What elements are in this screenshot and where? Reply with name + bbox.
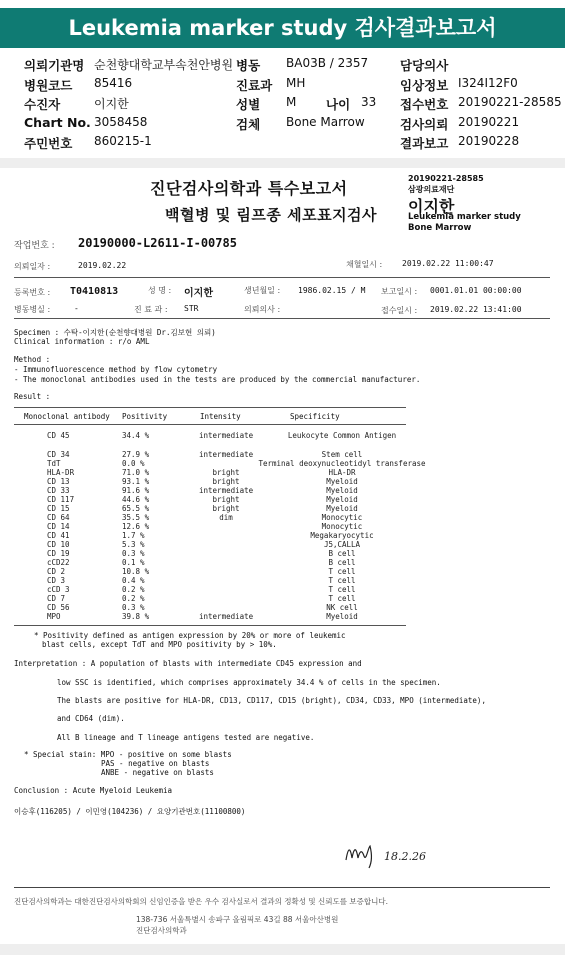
specificity-cell: J5,CALLA (323, 540, 361, 549)
table-row (0, 558, 565, 567)
field-label: 결과보고 (400, 136, 449, 151)
positivity-cell: 34.4 % (122, 431, 150, 440)
intensity-cell: dim (219, 513, 233, 522)
dept-label: 진 료 과 : (134, 305, 168, 314)
table-row (0, 612, 565, 621)
result-title: Result : (14, 392, 51, 401)
footnote: * Positivity defined as antigen expression by 20% or more of leukemic (34, 631, 346, 640)
specificity-cell: Myeloid (326, 612, 358, 621)
table-row (0, 540, 565, 549)
footer-address: 138-736 서울특별시 송파구 올림픽로 43길 88 서울아산병원 (136, 915, 339, 924)
intensity-cell: bright (212, 477, 240, 486)
report-title: 진단검사의학과 특수보고서 (150, 179, 348, 198)
specificity-cell: B cell (328, 549, 356, 558)
divider (14, 277, 550, 278)
signature-date: 18.2.26 (384, 850, 426, 863)
birth-label: 생년월일 : (244, 286, 281, 295)
field-label: 병동 (236, 58, 261, 73)
antibody-cell: CD 7 (47, 594, 66, 603)
specificity-cell: T cell (328, 585, 356, 594)
specificity-cell: NK cell (326, 603, 358, 612)
field-label: Chart No. (24, 115, 91, 130)
antibody-cell: CD 13 (47, 477, 70, 486)
field-value: I324I12F0 (458, 76, 518, 90)
positivity-cell: 12.6 % (122, 522, 150, 531)
table-row (0, 504, 565, 513)
specificity-cell: Terminal deoxynucleotidyl transferase (258, 459, 426, 468)
stamp-accession: 20190221-28585 (408, 174, 484, 183)
antibody-cell: CD 19 (47, 549, 70, 558)
special-stain-line: * Special stain: MPO - positive on some blasts (24, 750, 232, 759)
interpretation-line: Interpretation : A population of blasts with intermediate CD45 expression and (14, 659, 362, 668)
intensity-cell: bright (212, 468, 240, 477)
field-value: 33 (361, 95, 377, 109)
antibody-cell: CD 64 (47, 513, 70, 522)
collect-date-value: 2019.02.22 11:00:47 (402, 259, 494, 268)
column-header-antibody: Monoclonal antibody (24, 412, 110, 421)
antibody-cell: CD 14 (47, 522, 70, 531)
field-value: 20190221 (458, 115, 520, 129)
field-label: 임상정보 (400, 78, 449, 93)
report-date-label: 보고일시 : (381, 287, 418, 296)
table-row (0, 477, 565, 486)
field-label: 검체 (236, 117, 261, 132)
field-value: MH (286, 76, 306, 90)
table-row (0, 549, 565, 558)
footnote: blast cells, except TdT and MPO positivity by > 10%. (42, 640, 277, 649)
divider (14, 318, 550, 319)
ward-label: 병동병실 : (14, 305, 51, 314)
specificity-cell: T cell (328, 594, 356, 603)
report-title-bar: Leukemia marker study 검사결과보고서 (0, 8, 565, 48)
stamp-specimen: Bone Marrow (408, 223, 472, 233)
field-value: 이지한 (94, 97, 129, 111)
intensity-cell: intermediate (199, 486, 254, 495)
stamp-test: Leukemia marker study (408, 212, 521, 222)
antibody-cell: cCD22 (47, 558, 70, 567)
positivity-cell: 27.9 % (122, 450, 150, 459)
collect-date-label: 채혈일시 : (346, 260, 383, 269)
field-label: 병원코드 (24, 78, 73, 93)
stamp-patient-name: 이지한 (408, 197, 455, 216)
field-value: 85416 (94, 76, 133, 90)
table-row (0, 431, 565, 440)
divider (14, 424, 406, 425)
section-divider (0, 944, 565, 955)
specificity-cell: HLA-DR (328, 468, 356, 477)
field-value: 20190221-28585 (458, 95, 562, 109)
specificity-cell: Leukocyte Common Antigen (287, 431, 397, 440)
birth-value: 1986.02.15 / M (298, 286, 366, 295)
field-value: Bone Marrow (286, 115, 365, 129)
antibody-cell: CD 2 (47, 567, 66, 576)
positivity-cell: 44.6 % (122, 495, 150, 504)
clinical-info-line: Clinical information : r/o AML (14, 337, 150, 346)
specimen-line: Specimen : 수탁-이지한(순천향대병원 Dr.김보현 의뢰) (14, 328, 216, 337)
antibody-cell: CD 33 (47, 486, 70, 495)
positivity-cell: 5.3 % (122, 540, 145, 549)
section-divider (0, 158, 565, 168)
specificity-cell: T cell (328, 567, 356, 576)
specificity-cell: Monocytic (321, 513, 363, 522)
divider (14, 887, 550, 888)
antibody-cell: CD 34 (47, 450, 70, 459)
table-row (0, 531, 565, 540)
intensity-cell: bright (212, 504, 240, 513)
field-value: 20190228 (458, 134, 520, 148)
antibody-cell: CD 41 (47, 531, 70, 540)
method-line: - Immunofluorescence method by flow cytometry (14, 365, 218, 374)
field-label: 검사의뢰 (400, 117, 449, 132)
positivity-cell: 65.5 % (122, 504, 150, 513)
table-row (0, 594, 565, 603)
field-label: 접수번호 (400, 97, 449, 112)
antibody-cell: CD 10 (47, 540, 70, 549)
specificity-cell: Myeloid (326, 495, 358, 504)
specificity-cell: Myeloid (326, 486, 358, 495)
positivity-cell: 10.8 % (122, 567, 150, 576)
table-row (0, 522, 565, 531)
specificity-cell: Myeloid (326, 477, 358, 486)
table-row (0, 567, 565, 576)
special-stain-line: ANBE - negative on blasts (101, 768, 214, 777)
positivity-cell: 0.2 % (122, 585, 145, 594)
footer-dept: 진단검사의학과 (136, 926, 187, 935)
ward-value: - (74, 304, 79, 313)
column-header-positivity: Positivity (122, 412, 168, 421)
positivity-cell: 93.1 % (122, 477, 150, 486)
interpretation-line: and CD64 (dim). (57, 714, 125, 723)
specificity-cell: Monocytic (321, 522, 363, 531)
table-row (0, 495, 565, 504)
patient-info-grid (0, 54, 565, 154)
antibody-cell: CD 45 (47, 431, 70, 440)
field-value: 3058458 (94, 115, 148, 129)
field-label: 성별 (236, 97, 261, 112)
antibody-cell: CD 56 (47, 603, 70, 612)
scanned-report (0, 168, 565, 944)
divider (14, 625, 406, 626)
specificity-cell: T cell (328, 576, 356, 585)
table-row (0, 603, 565, 612)
table-row (0, 576, 565, 585)
accession-value: 20190000-L2611-I-00785 (78, 236, 237, 250)
positivity-cell: 35.5 % (122, 513, 150, 522)
table-row (0, 459, 565, 468)
antibody-cell: CD 3 (47, 576, 66, 585)
specificity-cell: B cell (328, 558, 356, 567)
receipt-label: 접수일시 : (381, 306, 418, 315)
antibody-cell: HLA-DR (47, 468, 75, 477)
intensity-cell: intermediate (199, 450, 254, 459)
antibody-cell: TdT (47, 459, 61, 468)
field-value: M (286, 95, 297, 109)
column-header-specificity: Specificity (290, 412, 340, 421)
request-date-value: 2019.02.22 (78, 261, 127, 270)
table-row (0, 513, 565, 522)
special-stain-line: PAS - negative on blasts (101, 759, 210, 768)
table-row (0, 486, 565, 495)
table-row (0, 585, 565, 594)
handwritten-signature (342, 836, 452, 870)
dept-value: STR (184, 304, 199, 313)
field-value: BA03B / 2357 (286, 56, 369, 70)
specificity-cell: Myeloid (326, 504, 358, 513)
positivity-cell: 0.1 % (122, 558, 145, 567)
field-label: 주민번호 (24, 136, 73, 151)
reg-value: T0410813 (70, 286, 119, 297)
field-value: 860215-1 (94, 134, 152, 148)
method-title: Method : (14, 355, 51, 364)
signers: 이승후(116205) / 이민영(104236) / 요양기관번호(11100800) (14, 807, 246, 816)
interpretation-line: low SSC is identified, which comprises approximately 34.4 % of cells in the specimen. (57, 678, 441, 687)
stamp-org: 삼광의료재단 (408, 185, 455, 194)
antibody-cell: CD 117 (47, 495, 75, 504)
field-label: 진료과 (236, 78, 273, 93)
conclusion: Conclusion : Acute Myeloid Leukemia (14, 786, 173, 795)
column-header-intensity: Intensity (200, 412, 241, 421)
interpretation-line: The blasts are positive for HLA-DR, CD13, CD117, CD15 (bright), CD34, CD33, MPO (intermediate), (57, 696, 486, 705)
positivity-cell: 0.0 % (122, 459, 145, 468)
intensity-cell: intermediate (199, 431, 254, 440)
report-date-value: 0001.01.01 00:00:00 (430, 286, 522, 295)
antibody-cell: cCD 3 (47, 585, 70, 594)
report-subtitle: 백혈병 및 림프종 세포표지검사 (165, 206, 378, 224)
positivity-cell: 91.6 % (122, 486, 150, 495)
specificity-cell: Megakaryocytic (310, 531, 374, 540)
interpretation-line: All B lineage and T lineage antigens tested are negative. (57, 733, 315, 742)
positivity-cell: 0.3 % (122, 603, 145, 612)
footer-note: 진단검사의학과는 대한진단검사의학회의 신임인증을 받은 우수 검사실로서 결과의 정확성 및 신뢰도를 보증합니다. (14, 897, 388, 906)
name-label: 성 명 : (148, 286, 172, 295)
name-value: 이지한 (184, 288, 213, 299)
reg-label: 등록번호 : (14, 288, 51, 297)
table-row (0, 468, 565, 477)
physician-label: 의뢰의사 : (244, 305, 281, 314)
table-row (0, 450, 565, 459)
field-label: 수진자 (24, 97, 61, 112)
positivity-cell: 39.8 % (122, 612, 150, 621)
field-label: 나이 (326, 97, 351, 112)
accession-label: 작업번호 : (14, 241, 55, 251)
divider (14, 407, 406, 408)
positivity-cell: 0.3 % (122, 549, 145, 558)
antibody-cell: MPO (47, 612, 61, 621)
antibody-cell: CD 15 (47, 504, 70, 513)
intensity-cell: bright (212, 495, 240, 504)
positivity-cell: 71.0 % (122, 468, 150, 477)
field-label: 의뢰기관명 (24, 58, 85, 73)
request-date-label: 의뢰일자 : (14, 262, 51, 271)
field-label: 담당의사 (400, 58, 449, 73)
method-line: - The monoclonal antibodies used in the tests are produced by the commercial manufacturer. (14, 375, 421, 384)
specificity-cell: Stem cell (321, 450, 363, 459)
positivity-cell: 0.4 % (122, 576, 145, 585)
intensity-cell: intermediate (199, 612, 254, 621)
field-value: 순천향대학교부속천안병원 (94, 58, 234, 72)
positivity-cell: 1.7 % (122, 531, 145, 540)
positivity-cell: 0.2 % (122, 594, 145, 603)
receipt-value: 2019.02.22 13:41:00 (430, 305, 522, 314)
